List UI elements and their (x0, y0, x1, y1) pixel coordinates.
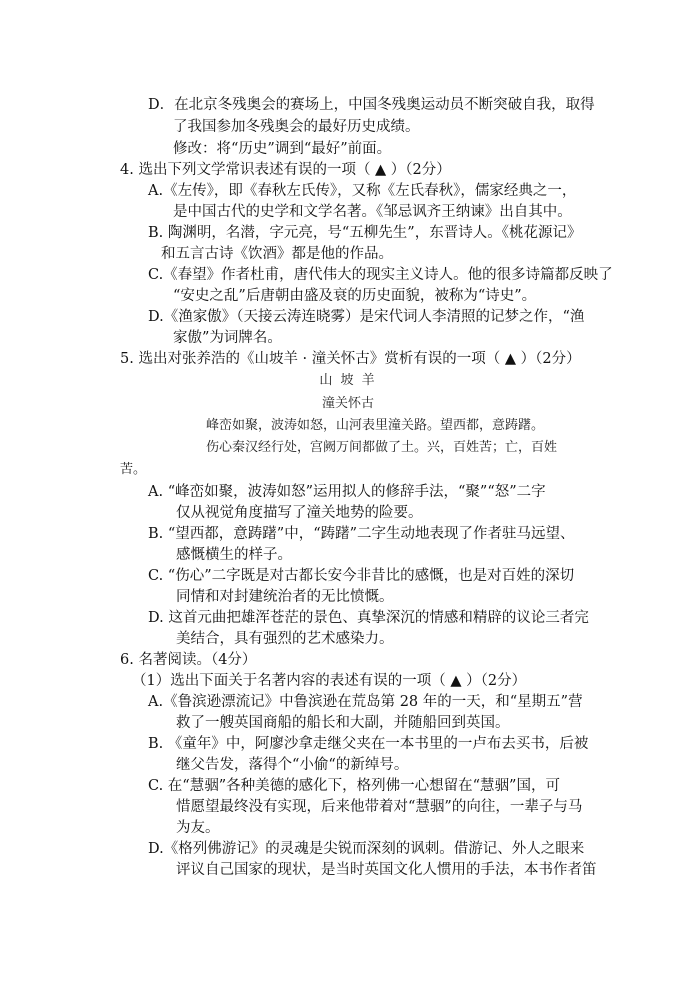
q6-option-c-cont2: 为友。 (176, 820, 220, 836)
q5-option-c: C. “伤心”二字既是对古都长安今非昔比的感慨，也是对百姓的深切 (148, 568, 575, 584)
q4-option-b-cont: 和五言古诗《饮酒》都是他的作品。 (161, 246, 393, 262)
q4-option-d-cont: 家傲”为词牌名。 (173, 330, 282, 346)
q6-stem: 6. 名著阅读。（4分） (120, 652, 257, 668)
q6-option-d-cont: 评议自己国家的现状，是当时英国文化人惯用的手法，本书作者笛 (176, 862, 597, 878)
q4-option-c: C.《春望》作者杜甫，唐代伟大的现实主义诗人。他的很多诗篇都反映了 (148, 267, 613, 283)
q4-stem: 4. 选出下列文学常识表述有误的一项（ ▲ ）（2分） (120, 162, 451, 178)
q4-option-d: D.《渔家傲》（天接云涛连晓雾）是宋代词人李清照的记梦之作，“渔 (148, 309, 585, 325)
q5-option-c-cont: 同情和对封建统治者的无比愤慨。 (176, 589, 394, 605)
poem-line-2: 伤心秦汉经行处，宫阙万间都做了土。兴，百姓苦；亡，百姓 (206, 440, 558, 455)
q6-option-d: D.《格列佛游记》的灵魂是尖锐而深刻的讽刺。借游记、外人之眼来 (148, 841, 585, 857)
q5-stem: 5. 选出对张养浩的《山坡羊 · 潼关怀古》赏析有误的一项（ ▲ ）（2分） (120, 351, 581, 367)
q5-option-d: D. 这首元曲把雄浑苍茫的景色、真挚深沉的情感和精辟的议论三者完 (148, 610, 589, 626)
q6-option-c-cont: 惜愿望最终没有实现，后来他带着对“慧骃”的向往，一辈子与马 (176, 799, 583, 815)
q6-option-b-cont: 继父告发，落得个“小偷“的新绰号。 (176, 757, 409, 773)
q4-option-b: B. 陶渊明，名潜，字元亮，号“五柳先生”，东晋诗人。《桃花源记》 (148, 225, 582, 241)
q4-option-a: A.《左传》，即《春秋左氏传》，又称《左氏春秋》，儒家经典之一， (148, 183, 577, 199)
q5-option-a: A. “峰峦如聚，波涛如怒”运用拟人的修辞手法，“聚”“怒”二字 (148, 484, 546, 500)
poem-line-3: 苦。 (120, 462, 147, 477)
q6-option-a-cont: 救了一艘英国商船的船长和大副，并随船回到英国。 (176, 715, 510, 731)
q5-option-b-cont: 感慨横生的样子。 (176, 547, 292, 563)
q5-option-b: B. “望西都，意踌躇”中，“踌躇”二字生动地表现了作者驻马远望、 (148, 526, 575, 542)
q3-option-d-cont: 了我国参加冬残奥会的最好历史成绩。 (173, 119, 420, 135)
q6-option-c: C. 在“慧骃”各种美德的感化下，格列佛一心想留在“慧骃”国，可 (148, 778, 560, 794)
q3-option-d-fix: 修改：将“历史”调到“最好”前面。 (173, 141, 392, 157)
q4-option-a-cont: 是中国古代的史学和文学名著。《邹忌讽齐王纳谏》出自其中。 (173, 204, 572, 220)
q5-option-d-cont: 美结合，具有强烈的艺术感染力。 (176, 631, 394, 647)
q6-option-b: B. 《童年》中，阿廖沙拿走继父夹在一本书里的一卢布去买书，后被 (148, 736, 589, 752)
poem-subtitle: 潼关怀古 (321, 396, 374, 411)
q4-option-c-cont: “安史之乱”后唐朝由盛及衰的历史面貌，被称为“诗史”。 (173, 288, 537, 304)
poem-title: 山 坡 羊 (319, 373, 377, 388)
q5-option-a-cont: 仅从视觉角度描写了潼关地势的险要。 (176, 505, 423, 521)
q6-option-a: A.《鲁滨逊漂流记》中鲁滨逊在荒岛第 28 年的一天，和“星期五”营 (148, 694, 583, 710)
q6-sub1-stem: （1）选出下面关于名著内容的表述有误的一项（ ▲ ）（2分） (132, 673, 527, 689)
poem-line-1: 峰峦如聚，波涛如怒，山河表里潼关路。望西都，意踌躇。 (206, 418, 545, 433)
q3-option-d: D．在北京冬残奥会的赛场上，中国冬残奥运动员不断突破自我，取得 (148, 97, 595, 113)
